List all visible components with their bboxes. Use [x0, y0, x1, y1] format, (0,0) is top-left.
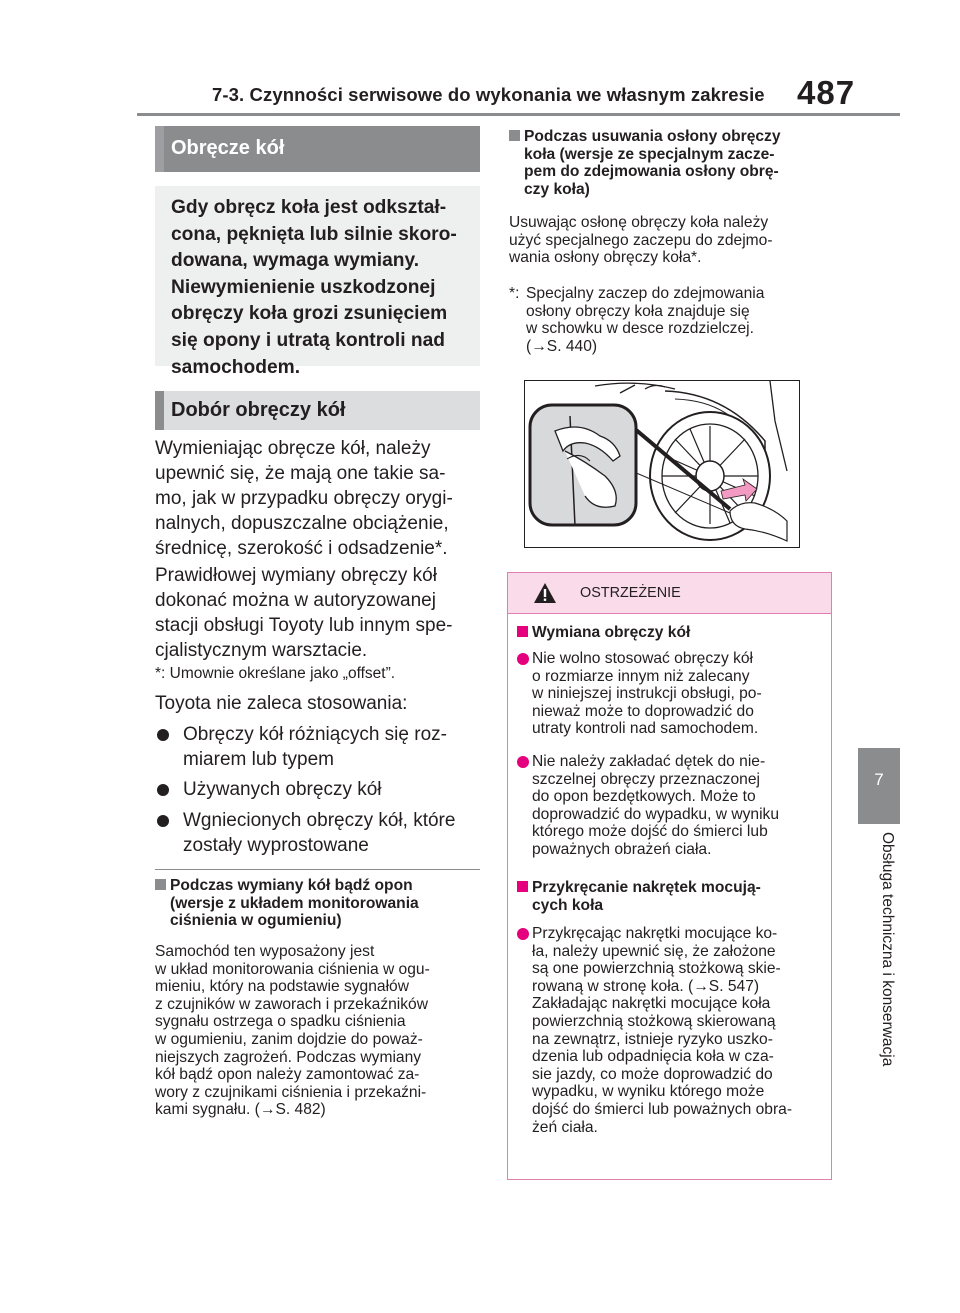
- chapter-tab[interactable]: [858, 748, 900, 824]
- list-item: Nie wolno stosować obręczy kół o rozmiarze innym niż zalecany w niniejszej instrukcji obsługi, po- nieważ może to doprowadzić do utraty kontroli nad samochodem.: [517, 650, 827, 738]
- warning-title: OSTRZEŻENIE: [580, 585, 681, 601]
- square-bullet-icon: [517, 881, 528, 892]
- bullet-icon: [517, 653, 529, 665]
- paragraph-wheel-cover: Usuwając osłonę obręczy koła należy użyć specjalnego zaczepu do zdejmo- wania osłony obręczy koła*.: [509, 214, 773, 267]
- chapter-label-vertical: [860, 832, 900, 1132]
- footnote-hook: *: Specjalny zaczep do zdejmowania osłony obręczy koła znajduje się w schowku w desce rozdzielczej. (→S. 440): [509, 285, 765, 355]
- chapter-number: 7: [874, 770, 884, 789]
- info-text: Gdy obręcz koła jest odkształ- cona, pęknięta lub silnie skoro- dowana, wymaga wymiany. Niewymienienie uszkodzonej obręczy koła grozi zsunięciem się opony i utratą kontroli nad samochodem.: [171, 197, 457, 378]
- paragraph-rim-replacement: Wymieniając obręcze kół, należy upewnić się, że mają one takie sa- mo, jak w przypadku obręczy orygi- nalnych, dopuszczalne obciążenie, średnicę, szerokość i odsadzenie*.: [155, 438, 453, 559]
- warning-header: [508, 573, 831, 614]
- warning-heading-rim-replacement: Wymiana obręczy kół: [517, 624, 690, 642]
- section-title-rims: [155, 126, 480, 172]
- chapter-label: Obsługa techniczna i konserwacja: [879, 832, 896, 1067]
- list-item: Wgniecionych obręczy kół, które zostały wyprostowane: [157, 808, 482, 858]
- section-title-rim-selection: [155, 391, 480, 430]
- info-box: [155, 186, 480, 378]
- warning-heading-lug-nuts: Przykręcanie nakrętek mocują- cych koła: [517, 879, 761, 914]
- bullet-icon: [517, 928, 529, 940]
- subsection-title-tpms: Podczas wymiany kół bądź opon (wersje z układem monitorowania ciśnienia w ogumieniu): [155, 877, 485, 930]
- page-number: 487: [797, 74, 856, 111]
- paragraph-authorized-service: Prawidłowej wymiany obręczy kół dokonać można w autoryzowanej stacji obsługi Toyoty lub innym spe- cjalistycznym warsztacie.: [155, 565, 453, 661]
- section-title-text: Obręcze kół: [171, 137, 285, 159]
- header-rule: [137, 113, 900, 116]
- subsection-title-wheel-cover: Podczas usuwania osłony obręczy koła (wersje ze specjalnym zacze- pem do zdejmowania osłony obrę- czy koła): [509, 128, 839, 198]
- paragraph-tpms: Samochód ten wyposażony jest w układ monitorowania ciśnienia w ogu- mieniu, który na podstawie sygnałów z czujników w zaworach i przekaźników sygnału ostrzega o spadku ciśnienia w ogumieniu, zanim dojdzie do poważ- niejszych zagrożeń. Podczas wymiany kół bądź opon należy zamontować za- wory z czujnikami ciśnienia i przekaźni- kami sygnału. (→S. 482): [155, 943, 430, 1119]
- list-item: Nie należy zakładać dętek do nie- szczelnej obręczy przeznaczonej do opon bezdętkowych. Może to doprowadzić do wypadku, w wyniku którego może dojść do śmierci lub poważnych obrażeń ciała.: [517, 753, 827, 859]
- section-title-text: Dobór obręczy kół: [171, 399, 346, 421]
- list-item: Używanych obręczy kół: [157, 777, 482, 802]
- paragraph-not-recommended: Toyota nie zaleca stosowania:: [155, 693, 408, 714]
- section-header-title: 7-3. Czynności serwisowe do wykonania we własnym zakresie: [212, 84, 765, 105]
- square-bullet-icon: [155, 879, 166, 890]
- list-item: Obręczy kół różniących się roz- miarem lub typem: [157, 722, 482, 772]
- footnote-offset: *: Umownie określane jako „offset”.: [155, 665, 396, 682]
- divider: [155, 869, 480, 870]
- warning-box: [507, 572, 832, 1180]
- warning-triangle-icon: [533, 582, 557, 604]
- square-bullet-icon: [517, 626, 528, 637]
- wheel-cover-removal-illustration: [524, 380, 800, 548]
- bullet-icon: [517, 756, 529, 768]
- square-bullet-icon: [509, 130, 520, 141]
- list-item: Przykręcając nakrętki mocujące ko- ła, należy upewnić się, że założone są one powierzchnią stożkową skie- rowaną w stronę koła. (→S. 547) Zakładając nakrętki mocujące koła powierzchnią stożkową skierowaną na zewnątrz, istnieje ryzyko uszko- dzenia lub odpadnięcia koła w cza- sie jazdy, co może doprowadzić do wypadku, w wyniku którego może dojść do śmierci lub poważnych obra- żeń ciała.: [517, 925, 827, 1136]
- wheel-illustration-icon: [525, 381, 799, 547]
